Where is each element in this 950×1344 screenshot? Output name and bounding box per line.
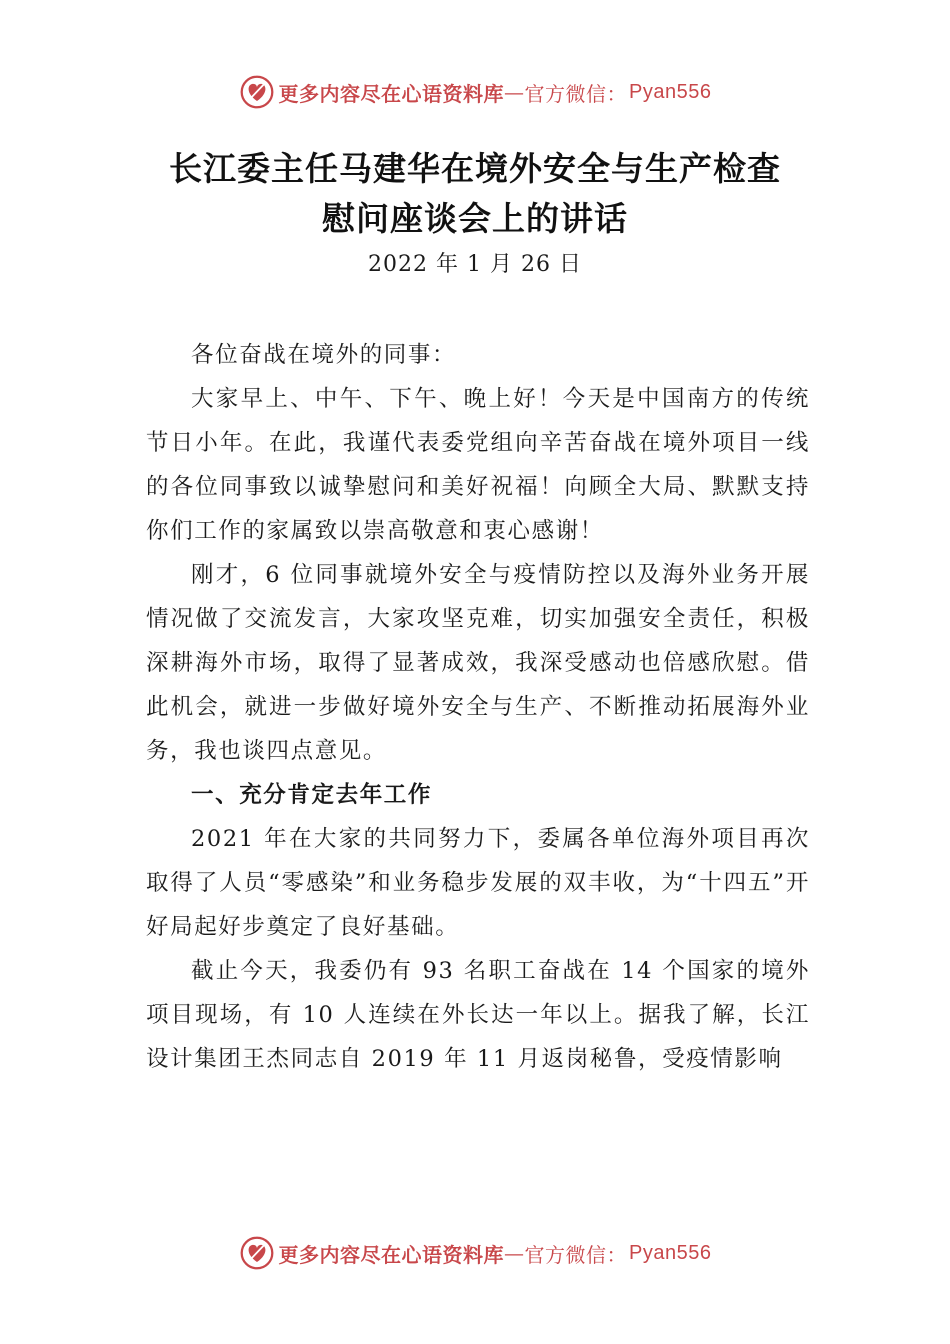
watermark-wechat-id: Pyan556	[629, 80, 712, 103]
paragraph-intro: 刚才，6 位同事就境外安全与疫情防控以及海外业务开展情况做了交流发言，大家攻坚克难，切实加强安全责任，积极深耕海外市场，取得了显著成效，我深受感动也倍感欣慰。借此机会，就进一步做好境外安全与生产、不断推动拓展海外业务，我也谈四点意见。	[146, 562, 810, 764]
watermark-dash: —	[504, 80, 525, 104]
watermark-header	[0, 74, 950, 110]
section-heading: 一、充分肯定去年工作	[191, 782, 433, 808]
paragraph-greeting: 大家早上、中午、下午、晚上好！今天是中国南方的传统节日小年。在此，我谨代表委党组向辛苦奋战在境外项目一线的各位同事致以诚挚慰问和美好祝福！向顾全大局、默默支持你们工作的家属致以崇高敬意和衷心感谢！	[146, 386, 810, 544]
paragraph-achievements: 2021 年在大家的共同努力下，委属各单位海外项目再次取得了人员“零感染”和业务稳步发展的双丰收，为“十四五”开好局起好步奠定了良好基础。	[146, 826, 810, 940]
heart-leaf-logo-icon	[239, 74, 275, 110]
paragraph-staff-status: 截止今天，我委仍有 93 名职工奋战在 14 个国家的境外项目现场，有 10 人连续在外长达一年以上。据我了解，长江设计集团王杰同志自 2019 年 11 月返岗秘鲁，受疫情影响	[146, 958, 810, 1072]
watermark-official: 官方微信：	[524, 1242, 628, 1267]
heart-leaf-logo-icon	[239, 1235, 275, 1271]
document-body	[146, 333, 810, 1081]
watermark-brand: 更多内容尽在心语资料库	[278, 81, 505, 106]
paragraph-salutation: 各位奋战在境外的同事：	[191, 342, 457, 368]
watermark-footer	[0, 1235, 950, 1271]
watermark-wechat-id: Pyan556	[629, 1241, 712, 1264]
watermark-official: 官方微信：	[524, 81, 628, 106]
watermark-dash: —	[504, 1241, 525, 1265]
document-date: 2022 年 1 月 26 日	[368, 252, 582, 277]
document-title-line2: 慰问座谈会上的讲话	[322, 199, 628, 238]
watermark-brand: 更多内容尽在心语资料库	[278, 1242, 505, 1267]
document-title-line1: 长江委主任马建华在境外安全与生产检查	[169, 149, 781, 188]
